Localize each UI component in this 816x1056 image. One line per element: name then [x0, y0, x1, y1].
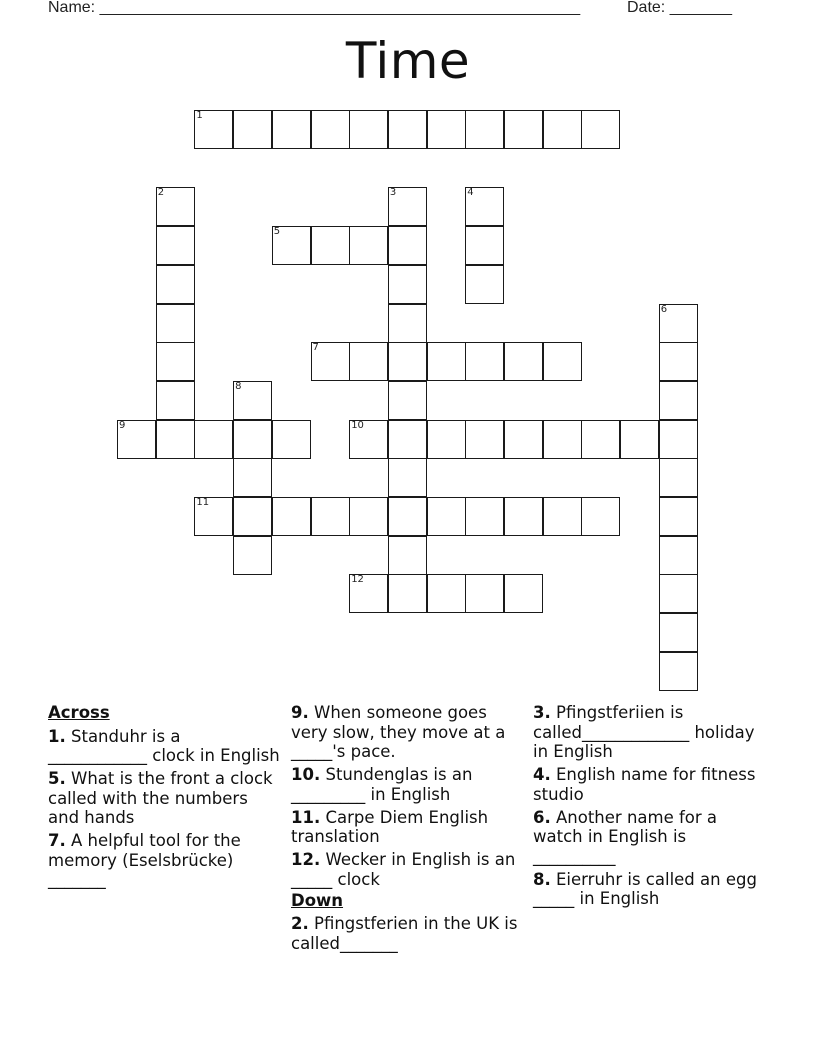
crossword-cell[interactable]: [272, 497, 311, 536]
crossword-cell[interactable]: [543, 342, 582, 381]
crossword-cell[interactable]: [504, 110, 543, 149]
crossword-cell[interactable]: [659, 536, 698, 575]
cell-number: 10: [351, 419, 364, 431]
crossword-cell[interactable]: [311, 226, 350, 265]
clues-column-2: [291, 703, 527, 957]
crossword-cell[interactable]: [156, 381, 195, 420]
crossword-cell[interactable]: [504, 574, 543, 613]
crossword-cell-12[interactable]: [349, 574, 388, 613]
crossword-cell[interactable]: [659, 420, 698, 459]
clue-down-8: [533, 870, 769, 909]
crossword-cell[interactable]: [427, 342, 466, 381]
cell-number: 8: [235, 380, 242, 392]
clue-down-4: [533, 765, 769, 804]
clue-number: 12.: [291, 850, 321, 869]
clue-across-1: [48, 727, 280, 766]
clue-text: Another name for a watch in English is __________: [533, 807, 718, 866]
cell-number: 11: [196, 497, 210, 508]
crossword-cell-8[interactable]: [233, 381, 272, 420]
crossword-cell[interactable]: [388, 342, 427, 381]
crossword-cell[interactable]: [388, 304, 427, 343]
clue-text: Standuhr is a ____________ clock in English: [48, 726, 280, 765]
crossword-cell[interactable]: [504, 420, 543, 459]
crossword-cell[interactable]: [194, 420, 233, 459]
crossword-cell[interactable]: [465, 226, 504, 265]
crossword-cell[interactable]: [233, 420, 272, 459]
crossword-cell[interactable]: [233, 110, 272, 149]
cell-number: 3: [389, 187, 397, 199]
crossword-cell-1[interactable]: [194, 110, 233, 149]
crossword-cell[interactable]: [311, 110, 350, 149]
clue-number: 10.: [291, 765, 321, 784]
crossword-cell[interactable]: [543, 497, 582, 536]
crossword-cell[interactable]: [427, 574, 466, 613]
crossword-cell[interactable]: [388, 265, 427, 304]
crossword-cell[interactable]: [349, 226, 388, 265]
crossword-cell[interactable]: [388, 574, 427, 613]
crossword-cell[interactable]: [233, 497, 272, 536]
cell-number: 12: [351, 574, 364, 586]
cell-number: 5: [273, 226, 281, 238]
crossword-cell[interactable]: [659, 381, 698, 420]
crossword-cell[interactable]: [156, 420, 195, 459]
crossword-cell[interactable]: [349, 110, 388, 149]
crossword-cell[interactable]: [581, 110, 620, 149]
crossword-cell[interactable]: [504, 342, 543, 381]
cell-number: 6: [660, 303, 668, 315]
clue-text: Stundenglas is an _________ in English: [291, 765, 473, 804]
clue-text: Eierruhr is called an egg _____ in English: [533, 869, 757, 908]
clue-across-12: [291, 850, 527, 889]
crossword-cell[interactable]: [388, 420, 427, 459]
clues-column-3: [533, 703, 769, 912]
clue-across-11: [291, 808, 527, 847]
crossword-cell[interactable]: [659, 458, 698, 497]
crossword-cell[interactable]: [388, 226, 427, 265]
clue-text: When someone goes very slow, they move at a _____'s pace.: [291, 703, 506, 761]
clue-down-6: [533, 808, 769, 867]
crossword-cell[interactable]: [659, 342, 698, 381]
crossword-cell[interactable]: [659, 574, 698, 613]
crossword-cell[interactable]: [388, 110, 427, 149]
crossword-cell[interactable]: [465, 342, 504, 381]
clue-down-3: [533, 703, 769, 762]
crossword-cell[interactable]: [620, 420, 659, 459]
crossword-cell[interactable]: [581, 420, 620, 459]
clue-number: 5.: [48, 769, 66, 788]
clue-text: What is the front a clock called with the numbers and hands: [48, 769, 273, 827]
crossword-cell-9[interactable]: [117, 420, 156, 459]
clue-text: A helpful tool for the memory (Eselsbrücke) _______: [48, 831, 241, 889]
clue-number: 11.: [291, 807, 321, 827]
crossword-cell[interactable]: [543, 420, 582, 459]
clue-across-5: [48, 769, 280, 828]
crossword-cell[interactable]: [272, 110, 311, 149]
crossword-cell[interactable]: [156, 304, 195, 343]
crossword-cell[interactable]: [233, 536, 272, 575]
crossword-cell[interactable]: [427, 497, 466, 536]
clue-number: 9.: [291, 703, 309, 722]
crossword-cell[interactable]: [233, 458, 272, 497]
clue-text: Wecker in English is an _____ clock: [291, 850, 516, 889]
crossword-cell-3[interactable]: [388, 187, 427, 226]
clues-column-1: [48, 703, 280, 893]
crossword-cell-2[interactable]: [156, 187, 195, 226]
clue-across-9: [291, 703, 527, 762]
clue-text: Carpe Diem English translation: [291, 807, 489, 846]
cell-number: 2: [157, 187, 165, 199]
clue-number: 8.: [533, 869, 551, 889]
crossword-cell-6[interactable]: [659, 304, 698, 343]
crossword-cell[interactable]: [465, 265, 504, 304]
crossword-cell-11[interactable]: [194, 497, 233, 536]
crossword-cell[interactable]: [427, 110, 466, 149]
crossword-cell[interactable]: [427, 420, 466, 459]
crossword-cell[interactable]: [465, 420, 504, 459]
name-field-line: Name: ______________________________________________________: [48, 0, 581, 16]
crossword-cell-7[interactable]: [311, 342, 350, 381]
clue-across-10: [291, 765, 527, 804]
clue-number: 3.: [533, 703, 551, 722]
crossword-cell[interactable]: [659, 497, 698, 536]
clue-text: Pfingstferien in the UK is called_______: [291, 914, 518, 953]
down-heading: Down: [291, 890, 344, 910]
crossword-cell[interactable]: [543, 110, 582, 149]
clue-down-2: [291, 914, 527, 953]
crossword-cell[interactable]: [388, 458, 427, 497]
cell-number: 7: [312, 342, 319, 354]
crossword-cell[interactable]: [659, 652, 698, 691]
crossword-cell-5[interactable]: [272, 226, 311, 265]
clue-number: 2.: [291, 914, 309, 933]
crossword-cell[interactable]: [156, 226, 195, 265]
crossword-cell[interactable]: [311, 497, 350, 536]
cell-number: 4: [467, 187, 474, 199]
crossword-cell[interactable]: [349, 342, 388, 381]
clue-number: 7.: [48, 831, 66, 850]
crossword-cell[interactable]: [272, 420, 311, 459]
crossword-cell[interactable]: [465, 574, 504, 613]
crossword-cell-4[interactable]: [465, 187, 504, 226]
clue-number: 6.: [533, 807, 551, 827]
crossword-cell[interactable]: [156, 265, 195, 304]
crossword-cell[interactable]: [504, 497, 543, 536]
cell-number: 9: [119, 419, 126, 431]
crossword-cell[interactable]: [659, 613, 698, 652]
across-heading: Across: [48, 703, 110, 722]
clue-number: 1.: [48, 726, 66, 746]
crossword-cell[interactable]: [388, 536, 427, 575]
crossword-cell-10[interactable]: [349, 420, 388, 459]
crossword-cell[interactable]: [581, 497, 620, 536]
crossword-cell[interactable]: [388, 497, 427, 536]
date-field-line: Date: _______: [627, 0, 732, 16]
clue-text: Pfingstferiien is called_____________ holiday in English: [533, 703, 755, 761]
crossword-cell[interactable]: [465, 497, 504, 536]
puzzle-title: Time: [345, 32, 471, 90]
crossword-cell[interactable]: [156, 342, 195, 381]
crossword-cell[interactable]: [349, 497, 388, 536]
clue-text: English name for fitness studio: [533, 765, 756, 804]
crossword-cell[interactable]: [465, 110, 504, 149]
clue-number: 4.: [533, 765, 551, 784]
crossword-cell[interactable]: [388, 381, 427, 420]
cell-number: 1: [196, 110, 203, 121]
clue-across-7: [48, 831, 280, 890]
